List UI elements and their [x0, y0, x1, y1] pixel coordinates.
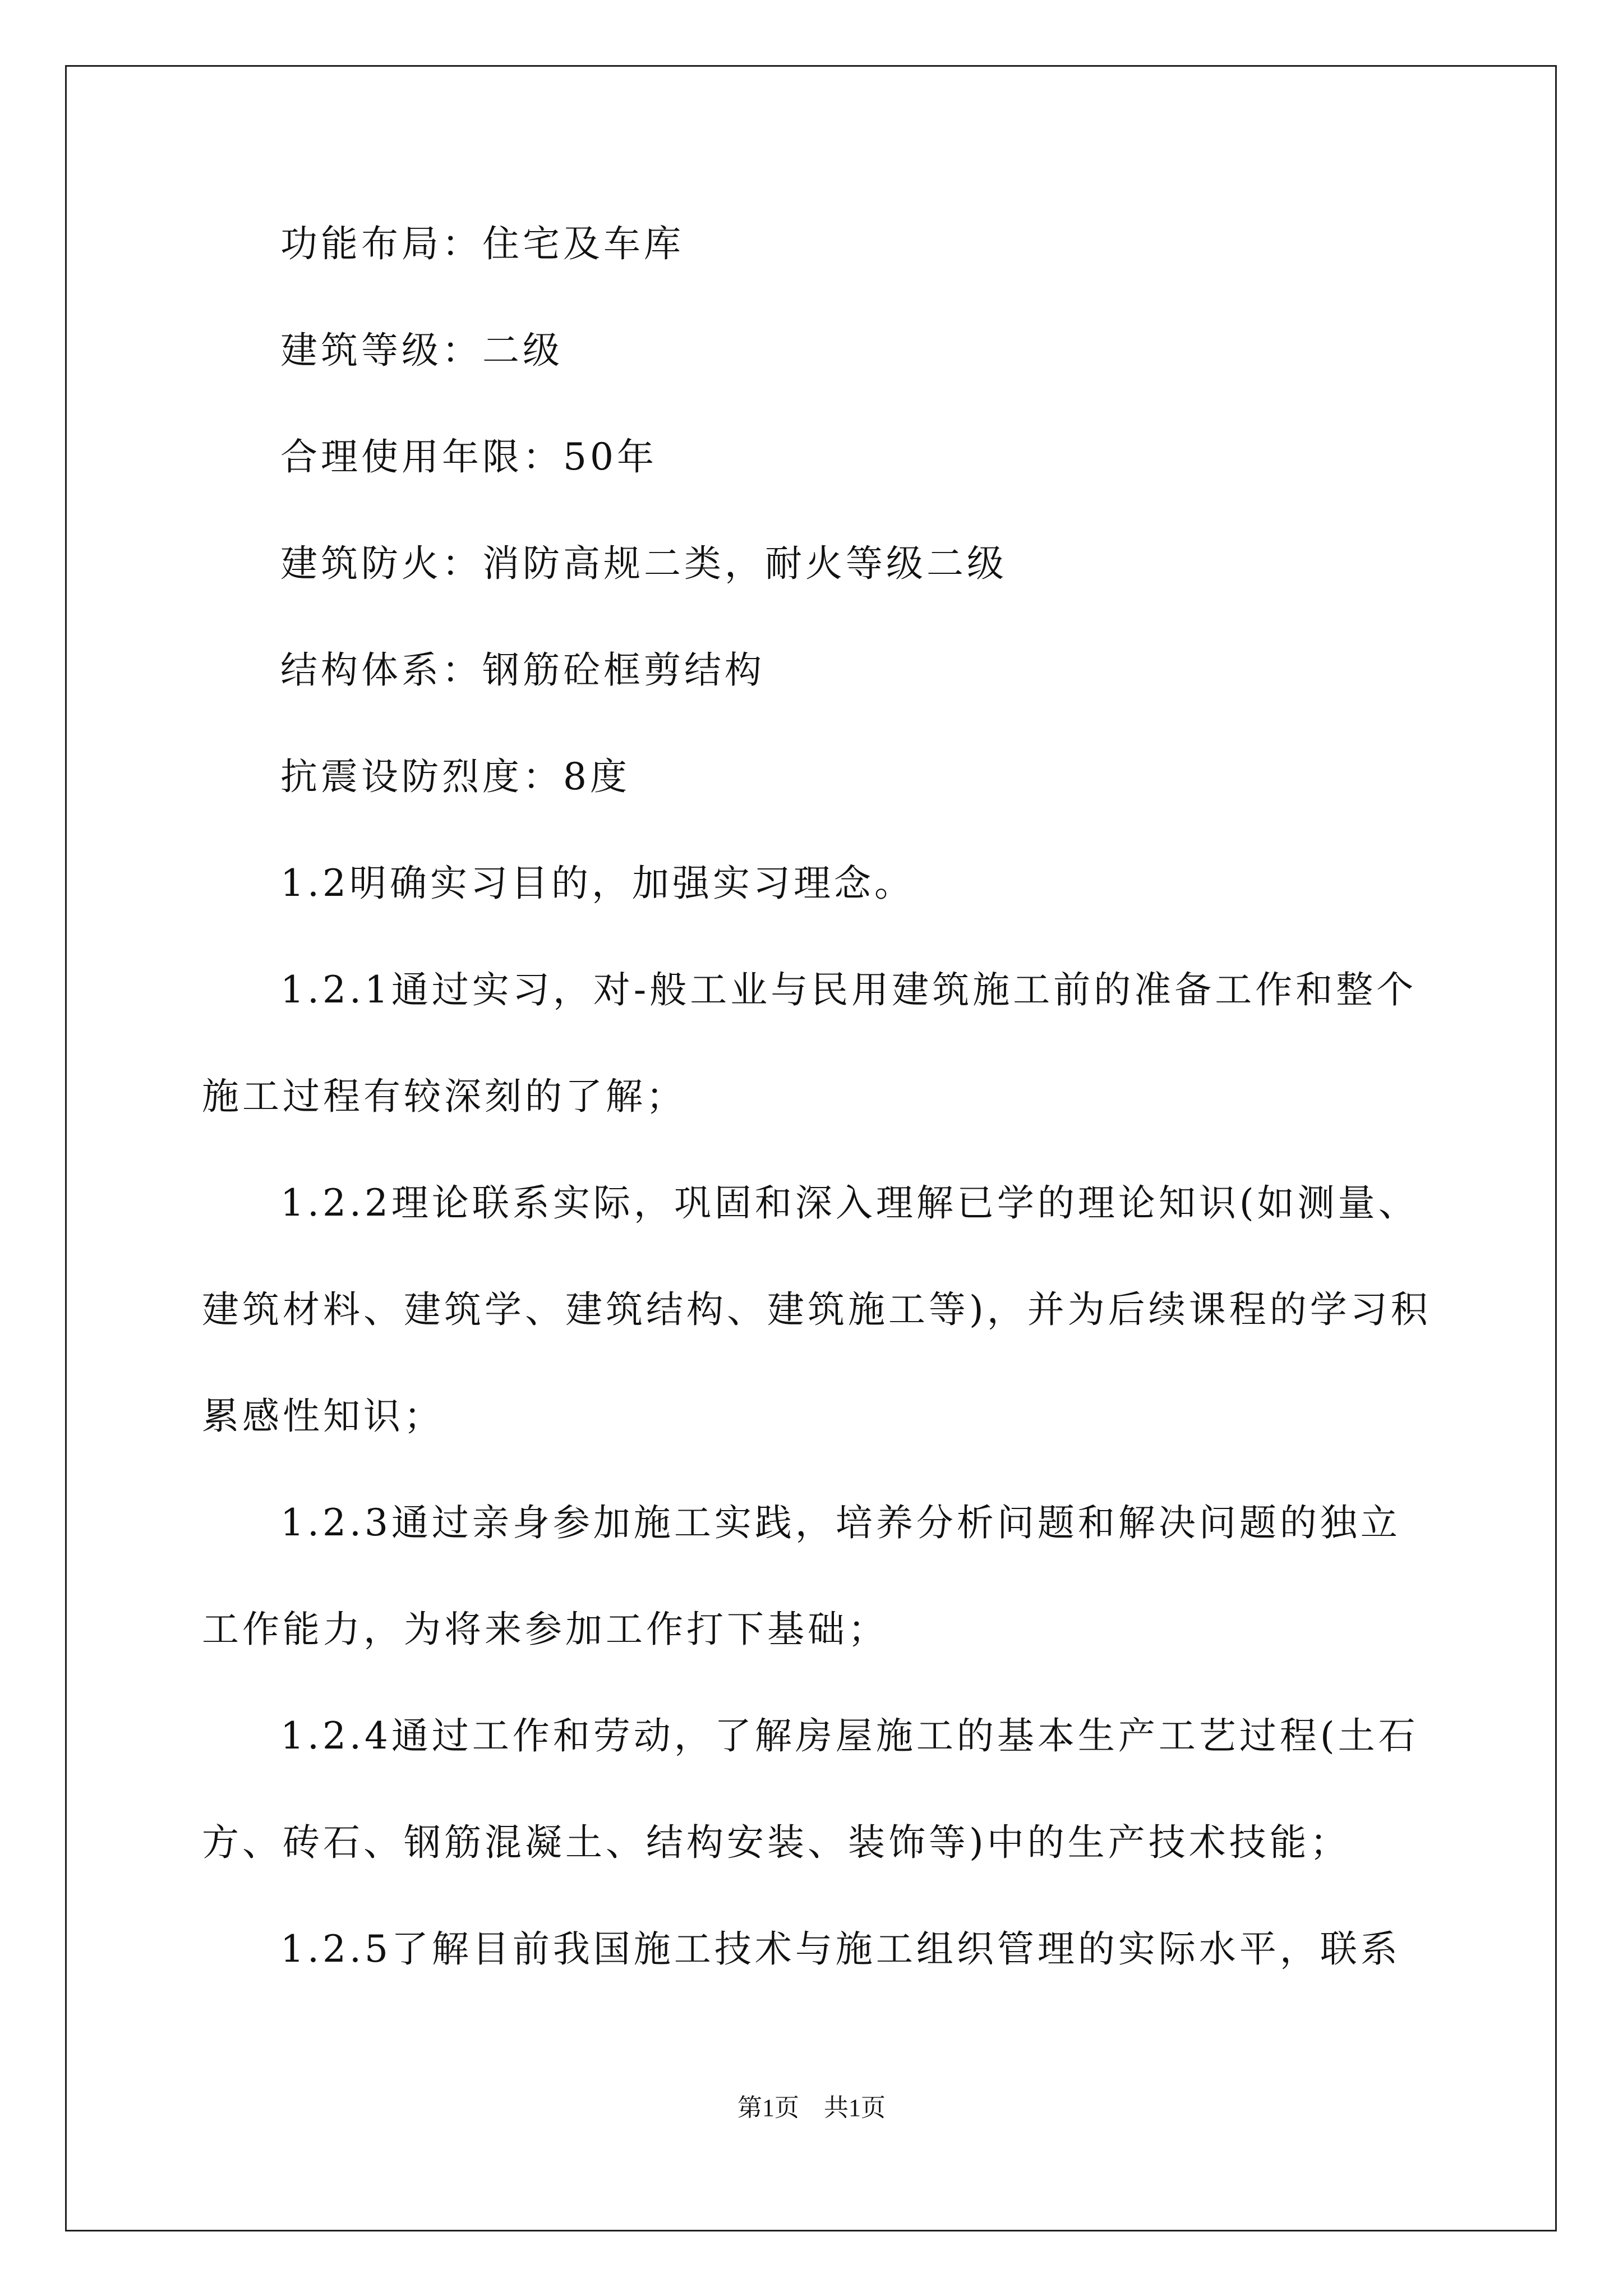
- text-line: 1.2.5了解目前我国施工技术与施工组织管理的实际水平，联系: [280, 1927, 1401, 1971]
- text-line: 1.2.2理论联系实际，巩固和深入理解已学的理论知识(如测量、: [280, 1181, 1419, 1225]
- text-line: 施工过程有较深刻的了解；: [202, 1075, 686, 1118]
- text-line: 抗震设防烈度：8度: [280, 755, 630, 798]
- text-line: 1.2明确实习目的，加强实习理念。: [280, 862, 915, 905]
- text-line: 1.2.4通过工作和劳动，了解房屋施工的基本生产工艺过程(土石: [280, 1714, 1419, 1757]
- text-line: 建筑防火：消防高规二类，耐火等级二级: [280, 542, 1007, 585]
- text-line: 1.2.3通过亲身参加施工实践，培养分析问题和解决问题的独立: [280, 1501, 1401, 1544]
- text-line: 结构体系：钢筋砼框剪结构: [280, 648, 765, 692]
- text-line: 功能布局：住宅及车库: [280, 222, 684, 265]
- text-line: 工作能力，为将来参加工作打下基础；: [202, 1608, 888, 1651]
- text-line: 累感性知识；: [202, 1395, 444, 1438]
- text-line: 方、砖石、钢筋混凝土、结构安装、装饰等)中的生产技术技能；: [202, 1821, 1350, 1864]
- text-line: 合理使用年限：50年: [280, 435, 657, 478]
- text-line: 建筑等级：二级: [280, 329, 563, 372]
- page-number-footer: 第1页 共1页: [737, 2094, 886, 2122]
- text-line: 建筑材料、建筑学、建筑结构、建筑施工等)，并为后续课程的学习积: [202, 1288, 1431, 1331]
- page-border: [65, 65, 1557, 2231]
- text-line: 1.2.1通过实习，对-般工业与民用建筑施工前的准备工作和整个: [280, 968, 1417, 1011]
